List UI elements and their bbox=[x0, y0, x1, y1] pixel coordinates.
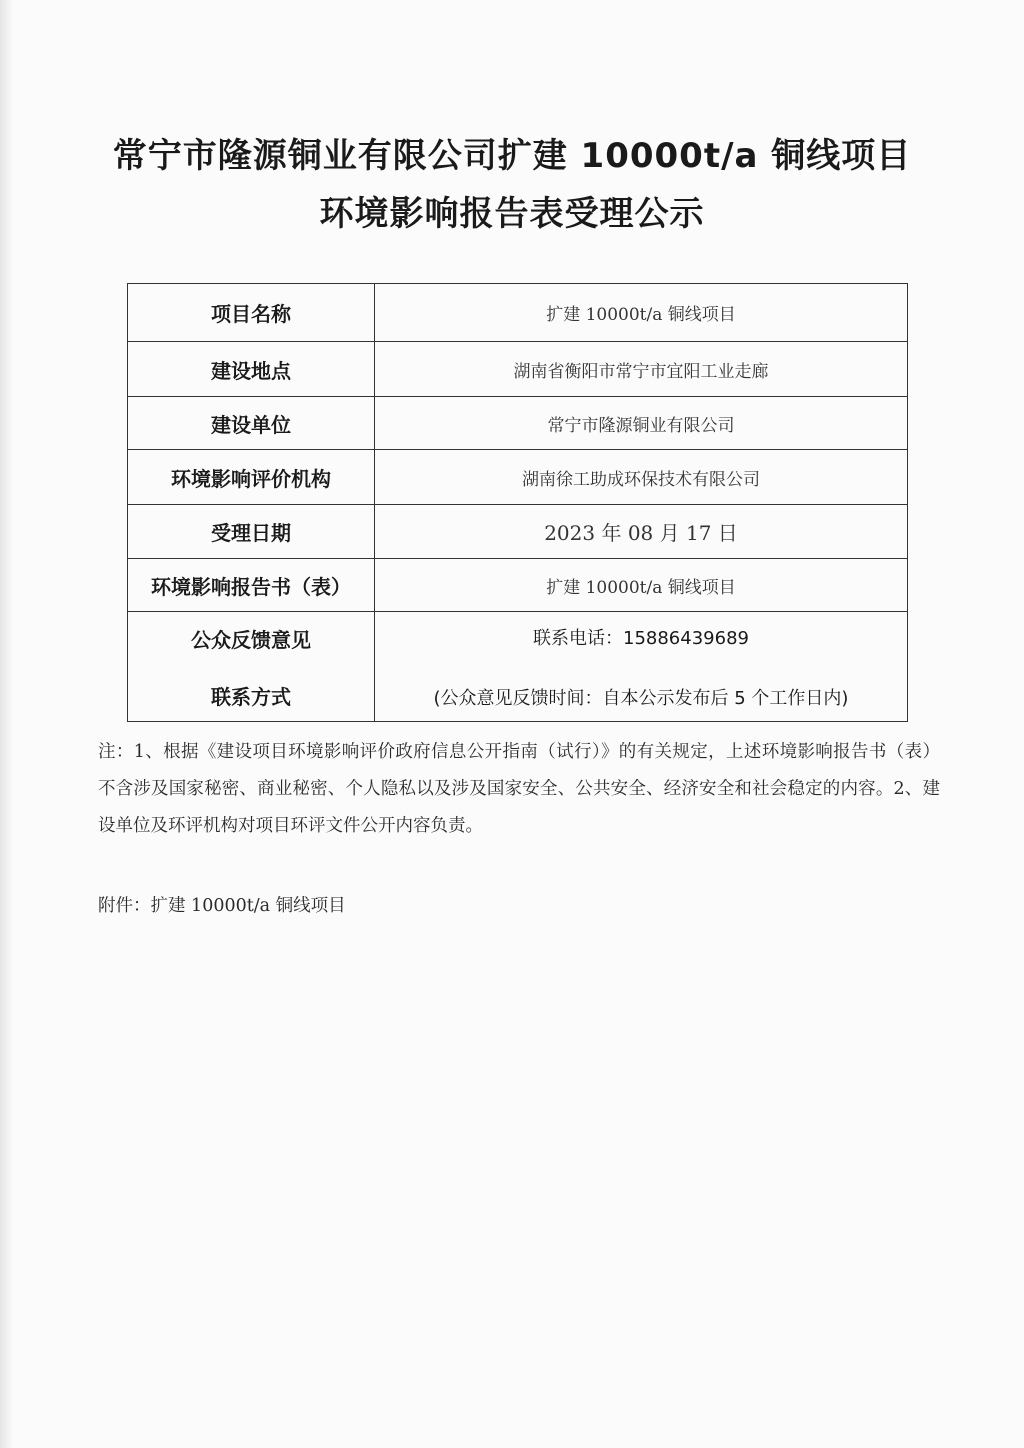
table-row-contact bbox=[128, 612, 908, 722]
info-table bbox=[127, 283, 908, 722]
row-value: 2023 年 08 月 17 日 bbox=[375, 505, 908, 559]
row-value: 湖南省衡阳市常宁市宜阳工业走廊 bbox=[375, 342, 908, 397]
contact-label-line2: 联系方式 bbox=[211, 684, 291, 709]
contact-phone: 联系电话：15886439689 bbox=[533, 627, 749, 649]
page-subtitle: 环境影响报告表受理公示 bbox=[319, 194, 705, 234]
row-label: 环境影响报告书（表） bbox=[128, 559, 375, 612]
row-label: 项目名称 bbox=[128, 284, 375, 342]
contact-label bbox=[128, 612, 375, 722]
attachment-line: 附件：扩建 10000t/a 铜线项目 bbox=[98, 896, 346, 916]
table-row bbox=[128, 397, 908, 450]
table-row bbox=[128, 505, 908, 559]
table-row bbox=[128, 284, 908, 342]
table-row bbox=[128, 450, 908, 505]
row-value: 扩建 10000t/a 铜线项目 bbox=[375, 284, 908, 342]
row-label: 环境影响评价机构 bbox=[128, 450, 375, 505]
contact-label-line1: 公众反馈意见 bbox=[191, 627, 311, 652]
table-row bbox=[128, 342, 908, 397]
disclaimer-note: 注：1、根据《建设项目环境影响评价政府信息公开指南（试行）》的有关规定，上述环境影响报告书（表）不含涉及国家秘密、商业秘密、个人隐私以及涉及国家安全、公共安全、经济安全和社会稳定的内容。2、建设单位及环评机构对项目环评文件公开内容负责。 bbox=[98, 742, 940, 836]
feedback-period-note: (公众意见反馈时间：自本公示发布后 5 个工作日内) bbox=[433, 687, 849, 709]
page-title: 常宁市隆源铜业有限公司扩建 10000t/a 铜线项目 bbox=[112, 136, 912, 176]
contact-value bbox=[375, 612, 908, 722]
row-value: 常宁市隆源铜业有限公司 bbox=[375, 397, 908, 450]
row-label: 受理日期 bbox=[128, 505, 375, 559]
row-value: 扩建 10000t/a 铜线项目 bbox=[375, 559, 908, 612]
row-value: 湖南徐工助成环保技术有限公司 bbox=[375, 450, 908, 505]
table-row bbox=[128, 559, 908, 612]
row-label: 建设地点 bbox=[128, 342, 375, 397]
row-label: 建设单位 bbox=[128, 397, 375, 450]
